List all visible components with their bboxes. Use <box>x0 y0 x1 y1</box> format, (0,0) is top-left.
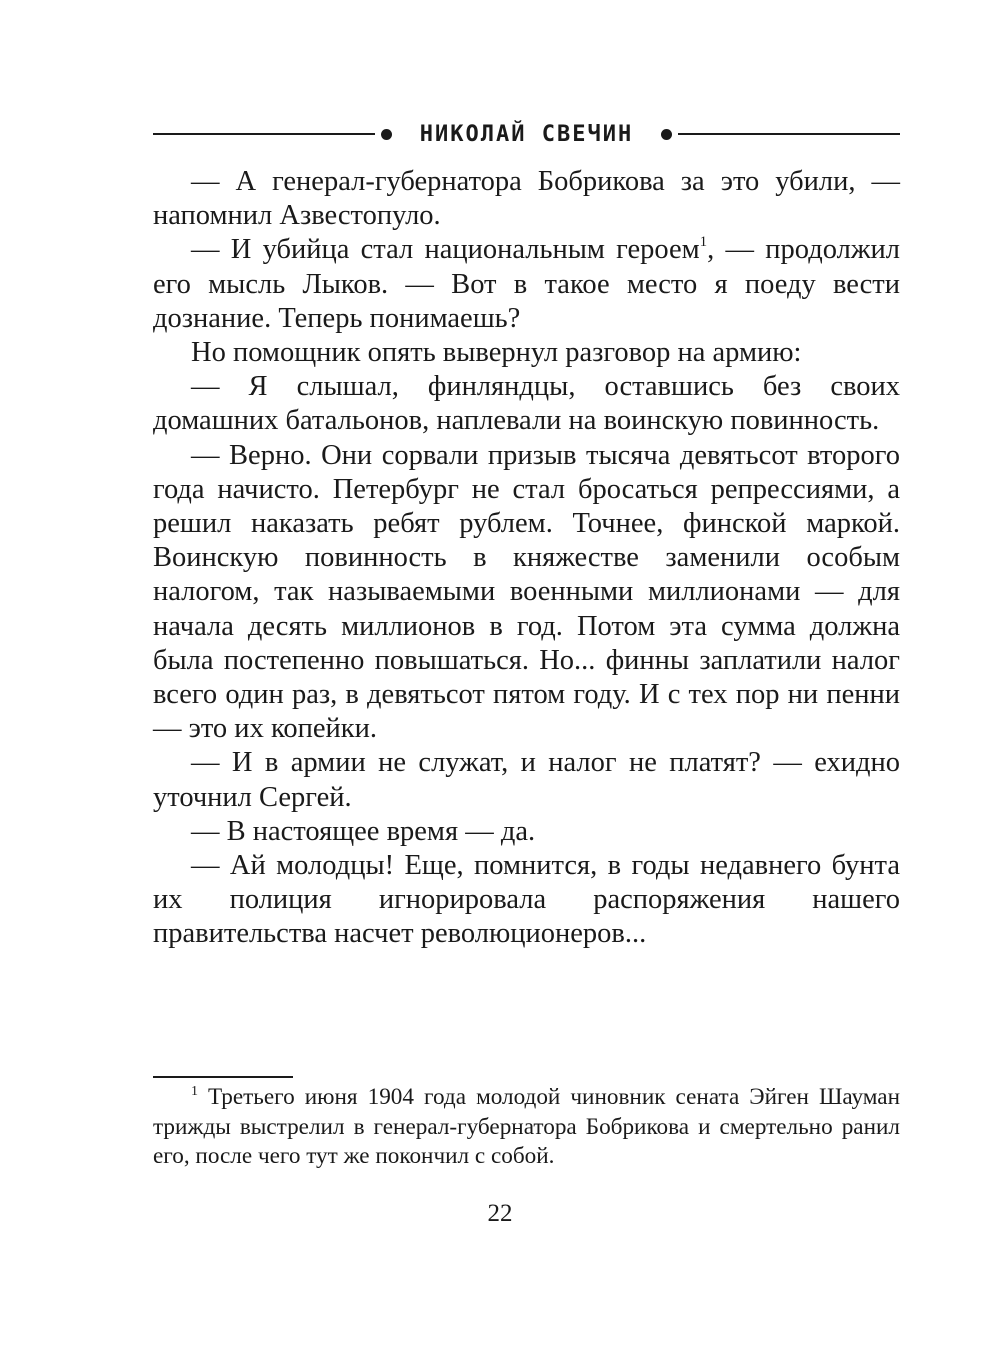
paragraph: — Ай молодцы! Еще, помнится, в годы недавнего бунта их полиция игнорировала распоряжения нашего правительства насчет революционеров... <box>153 850 900 950</box>
footnote <box>153 1083 900 1172</box>
paragraph: — А генерал-губернатора Бобрикова за это убили, — напомнил Азвестопуло. <box>153 166 900 232</box>
paragraph: — В настоящее время — да. <box>191 815 536 847</box>
paragraph: — Я слышал, финляндцы, оставшись без своих домашних батальонов, наплевали на воинскую повинность. <box>153 371 900 437</box>
footnote-reference[interactable]: 1 <box>699 234 708 251</box>
paragraph: Но помощник опять вывернул разговор на армию: <box>191 337 802 369</box>
paragraph <box>153 233 900 336</box>
running-head-right-rule <box>678 133 900 135</box>
bullet-ornament-icon <box>661 129 672 140</box>
running-head <box>153 116 900 152</box>
body-text <box>153 165 900 952</box>
footnote-paragraph <box>153 1083 900 1172</box>
footnote-marker: 1 <box>191 1084 198 1099</box>
page-number: 22 <box>487 1200 513 1227</box>
footnote-text: Третьего июня 1904 года молодой чиновник сената Эйген Шауман трижды выстрелил в генерал-губернатора Бобрикова и смертельно ранил его, после чего тут же покончил с собой. <box>153 1084 900 1169</box>
footnote-separator <box>153 1076 293 1078</box>
paragraph: — Верно. Они сорвали призыв тысяча девятьсот второго года начисто. Петербург не стал бросаться репрессиями, а решил наказать ребят рублем. Точнее, финской маркой. Воинскую повинность в княжестве заменили особым налогом, так называемыми военными миллионами — для начала десять миллионов в год. Потом эта сумма должна была постепенно повышаться. Но... финны заплатили налог всего один раз, в девятьсот пятом году. И с тех пор ни пенни — это их копейки. <box>153 439 900 745</box>
paragraph-text: , — продолжил его мысль Лыков. — Вот в такое место я поеду вести дознание. Теперь понимаешь? <box>153 234 900 334</box>
paragraph-text: — И убийца стал национальным героем <box>191 234 700 266</box>
bullet-ornament-icon <box>381 129 392 140</box>
running-head-author: НИКОЛАЙ СВЕЧИН <box>419 121 634 147</box>
running-head-left-rule <box>153 133 375 135</box>
paragraph: — И в армии не служат, и налог не платят? — ехидно уточнил Сергей. <box>153 747 900 813</box>
